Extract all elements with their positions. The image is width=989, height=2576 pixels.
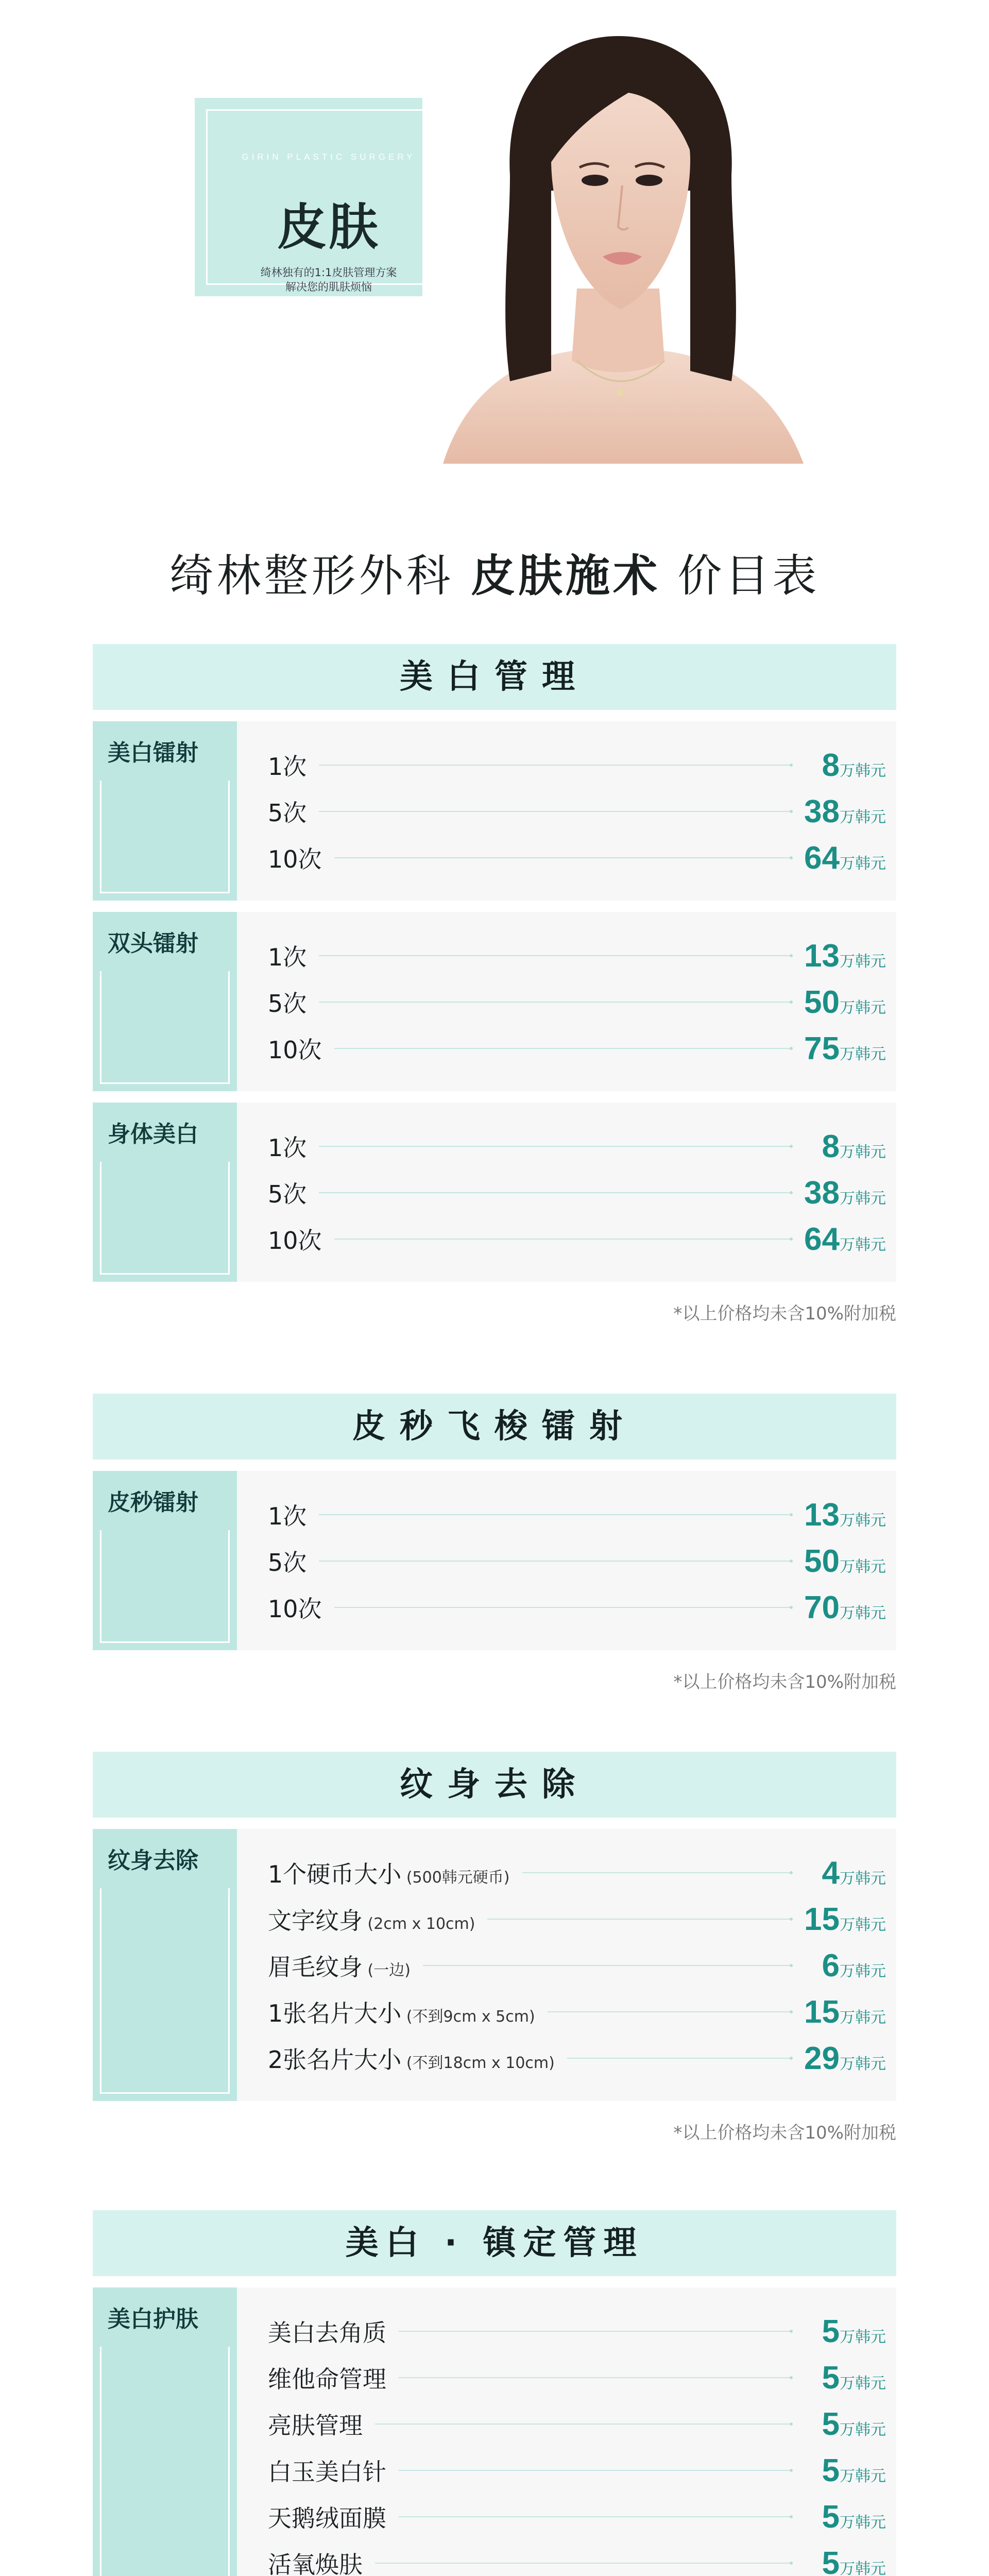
leader-line: [334, 1239, 791, 1240]
item-name-text: 1次: [268, 1134, 307, 1162]
item-name-text: 1次: [268, 943, 307, 971]
price-row: [237, 1850, 896, 1896]
item-name-text: 美白去角质: [268, 2319, 386, 2347]
item-note: (500韩元硬币): [401, 1869, 510, 1887]
item-price: [798, 1947, 886, 1984]
item-name-text: 2张名片大小: [268, 2046, 402, 2074]
price-value: 5: [822, 2545, 840, 2576]
price-value: 64: [804, 1221, 840, 1257]
price-group: [93, 912, 896, 1091]
price-value: 5: [822, 2452, 840, 2488]
item-price: [798, 1030, 886, 1067]
price-unit: 万韩元: [840, 2513, 886, 2532]
item-name: [268, 2546, 363, 2576]
category-label: 双头镭射: [94, 913, 235, 971]
price-row: [237, 1989, 896, 2035]
category-label: 皮秒镭射: [94, 1472, 235, 1530]
leader-line: [399, 2331, 791, 2332]
item-price: [798, 2499, 886, 2535]
price-value: 5: [822, 2360, 840, 2396]
page-title-suffix: 价目表: [660, 550, 820, 602]
price-group: [93, 1471, 896, 1650]
leader-line: [399, 2377, 791, 2378]
price-row: [237, 1942, 896, 1989]
price-row: [237, 788, 896, 835]
item-name-text: 1张名片大小: [268, 1999, 402, 2027]
price-section: [93, 2210, 896, 2576]
item-note: (不到9cm x 5cm): [401, 2008, 535, 2026]
section-title: 纹身去除: [93, 1752, 896, 1818]
item-price: [798, 1994, 886, 2030]
leader-line: [319, 765, 791, 766]
item-name-text: 5次: [268, 1549, 307, 1577]
price-value: 70: [804, 1589, 840, 1625]
item-name: [268, 1031, 322, 1065]
item-price: [798, 1901, 886, 1938]
page-title-bold: 皮肤施术: [471, 550, 660, 602]
price-row: [237, 2540, 896, 2576]
price-unit: 万韩元: [840, 2560, 886, 2576]
leader-line: [375, 2424, 791, 2425]
price-unit: 万韩元: [840, 1962, 886, 1980]
price-value: 38: [804, 793, 840, 829]
item-note: (一边): [363, 1961, 411, 1979]
tax-note: *以上价格均未含10%附加税: [673, 2123, 896, 2143]
category-tag: [93, 1829, 237, 2101]
price-section: [93, 1394, 896, 1693]
item-name-text: 10次: [268, 1595, 322, 1623]
price-row: [237, 1216, 896, 1262]
item-name-text: 10次: [268, 1227, 322, 1255]
item-price: [798, 2313, 886, 2350]
item-note: (不到18cm x 10cm): [401, 2054, 555, 2072]
category-tag: [93, 721, 237, 901]
item-name: [268, 794, 306, 828]
price-unit: 万韩元: [840, 2008, 886, 2027]
item-name: [268, 2361, 386, 2395]
price-unit: 万韩元: [840, 2467, 886, 2485]
category-tag-frame: [100, 1478, 230, 1643]
price-unit: 万韩元: [840, 998, 886, 1017]
category-tag: [93, 1471, 237, 1650]
price-row: [237, 2401, 896, 2447]
portrait-photo: [422, 21, 814, 464]
item-name-text: 维他命管理: [268, 2365, 386, 2393]
price-row: [237, 1538, 896, 1584]
item-name: [268, 2500, 386, 2534]
section-title: 美白管理: [93, 644, 896, 710]
item-price: [798, 2406, 886, 2443]
price-value: 5: [822, 2499, 840, 2535]
item-name: [268, 1498, 306, 1532]
price-row: [237, 2308, 896, 2354]
leader-line: [423, 1965, 791, 1966]
price-items: [237, 721, 896, 901]
price-unit: 万韩元: [840, 1189, 886, 1208]
price-row: [237, 2035, 896, 2081]
price-row: [237, 979, 896, 1025]
price-group: [93, 1829, 896, 2101]
price-value: 13: [804, 938, 840, 974]
price-row: [237, 1170, 896, 1216]
hero-header: [0, 0, 989, 464]
price-unit: 万韩元: [840, 2328, 886, 2346]
price-unit: 万韩元: [840, 854, 886, 873]
price-row: [237, 1025, 896, 1072]
item-price: [798, 840, 886, 876]
item-name: [268, 985, 306, 1019]
price-items: [237, 2287, 896, 2576]
item-name-text: 5次: [268, 1180, 307, 1208]
item-name-text: 1个硬币大小: [268, 1860, 402, 1888]
price-row: [237, 742, 896, 788]
hero-card-frame: [206, 109, 451, 293]
price-items: [237, 1103, 896, 1282]
leader-line: [319, 955, 791, 956]
price-unit: 万韩元: [840, 1143, 886, 1161]
price-unit: 万韩元: [840, 1511, 886, 1530]
price-group: [93, 1103, 896, 1282]
item-note: (2cm x 10cm): [363, 1915, 475, 1933]
price-unit: 万韩元: [840, 1235, 886, 1254]
price-value: 29: [804, 2040, 840, 2076]
price-unit: 万韩元: [840, 1604, 886, 1622]
price-unit: 万韩元: [840, 1869, 886, 1888]
price-value: 64: [804, 840, 840, 876]
price-value: 15: [804, 1901, 840, 1937]
price-unit: 万韩元: [840, 2055, 886, 2073]
price-value: 13: [804, 1497, 840, 1533]
item-name: [268, 2407, 363, 2441]
leader-line: [319, 1514, 791, 1515]
item-name: [268, 1544, 306, 1578]
leader-line: [319, 811, 791, 812]
item-name-text: 白玉美白针: [268, 2458, 386, 2486]
price-value: 6: [822, 1947, 840, 1984]
item-name-text: 10次: [268, 1036, 322, 1064]
price-section: [93, 1752, 896, 2144]
price-row: [237, 2447, 896, 2494]
section-title: 皮秒飞梭镭射: [93, 1394, 896, 1460]
item-price: [798, 1497, 886, 1533]
item-name: [268, 1590, 322, 1624]
item-price: [798, 984, 886, 1021]
price-value: 8: [822, 747, 840, 783]
item-name: [268, 2041, 555, 2075]
price-unit: 万韩元: [840, 1557, 886, 1576]
price-unit: 万韩元: [840, 2374, 886, 2393]
price-row: [237, 933, 896, 979]
item-price: [798, 1589, 886, 1626]
hero-subtitle-line2: 解决您的肌肤烦恼: [285, 281, 372, 293]
price-value: 8: [822, 1128, 840, 1164]
item-price: [798, 2360, 886, 2396]
leader-line: [319, 1192, 791, 1193]
tax-note: *以上价格均未含10%附加税: [673, 1303, 896, 1324]
item-price: [798, 793, 886, 830]
price-row: [237, 2494, 896, 2540]
leader-line: [319, 1002, 791, 1003]
price-row: [237, 1123, 896, 1170]
item-price: [798, 1221, 886, 1258]
price-unit: 万韩元: [840, 808, 886, 826]
item-name-text: 文字纹身: [268, 1907, 363, 1935]
item-name-text: 5次: [268, 990, 307, 1018]
item-name: [268, 1222, 322, 1256]
item-name-text: 活氧焕肤: [268, 2551, 363, 2576]
price-row: [237, 1584, 896, 1631]
price-value: 38: [804, 1175, 840, 1211]
item-price: [798, 2545, 886, 2576]
leader-line: [567, 2058, 791, 2059]
leader-line: [399, 2516, 791, 2517]
leader-line: [334, 1048, 791, 1049]
price-group: [93, 2287, 896, 2576]
leader-line: [487, 1919, 791, 1920]
item-name: [268, 1856, 510, 1890]
price-row: [237, 2354, 896, 2401]
price-value: 50: [804, 1543, 840, 1579]
leader-line: [319, 1561, 791, 1562]
category-label: 美白镭射: [94, 723, 235, 781]
price-row: [237, 835, 896, 881]
item-name-text: 亮肤管理: [268, 2412, 363, 2439]
tax-note: *以上价格均未含10%附加税: [673, 1672, 896, 1692]
item-price: [798, 1175, 886, 1211]
item-price: [798, 2452, 886, 2489]
hero-subtitle-line1: 绮林独有的1:1皮肤管理方案: [260, 266, 397, 279]
item-price: [798, 2040, 886, 2077]
hero-title: 皮肤: [277, 198, 380, 256]
item-name: [268, 1129, 306, 1163]
item-name-text: 10次: [268, 845, 322, 873]
price-unit: 万韩元: [840, 1045, 886, 1063]
price-items: [237, 912, 896, 1091]
brand-english: GIRIN PLASTIC SURGERY: [242, 152, 416, 162]
category-label: 纹身去除: [94, 1831, 235, 1888]
price-value: 5: [822, 2313, 840, 2349]
category-label: 美白护肤: [94, 2289, 235, 2347]
price-value: 75: [804, 1030, 840, 1066]
item-name-text: 1次: [268, 753, 307, 781]
item-price: [798, 1543, 886, 1580]
item-name: [268, 748, 306, 782]
item-name-text: 5次: [268, 799, 307, 827]
price-items: [237, 1471, 896, 1650]
price-value: 50: [804, 984, 840, 1020]
price-items: [237, 1829, 896, 2101]
category-tag-frame: [100, 728, 230, 893]
item-name: [268, 2453, 386, 2487]
section-title: 美白 · 镇定管理: [93, 2210, 896, 2276]
hero-subtitle: [208, 265, 450, 294]
item-price: [798, 938, 886, 974]
price-unit: 万韩元: [840, 761, 886, 780]
leader-line: [334, 1607, 791, 1608]
leader-line: [399, 2470, 791, 2471]
category-tag-frame: [100, 2295, 230, 2576]
item-name: [268, 2314, 386, 2348]
page-title-normal: 绮林整形外科: [169, 550, 471, 602]
category-tag: [93, 2287, 237, 2576]
price-row: [237, 1896, 896, 1942]
item-name: [268, 1995, 535, 2029]
category-tag-frame: [100, 1836, 230, 2094]
category-tag-frame: [100, 919, 230, 1084]
item-name: [268, 1948, 411, 1982]
item-name: [268, 1902, 475, 1936]
price-value: 4: [822, 1855, 840, 1891]
item-price: [798, 747, 886, 784]
item-name: [268, 841, 322, 875]
leader-line: [334, 857, 791, 858]
price-unit: 万韩元: [840, 952, 886, 971]
price-unit: 万韩元: [840, 2420, 886, 2439]
leader-line: [548, 2011, 791, 2012]
price-group: [93, 721, 896, 901]
item-price: [798, 1855, 886, 1891]
portrait-illustration-icon: [422, 21, 814, 464]
price-value: 15: [804, 1994, 840, 2030]
item-name: [268, 939, 306, 973]
item-name-text: 眉毛纹身: [268, 1953, 363, 1981]
category-tag: [93, 912, 237, 1091]
price-unit: 万韩元: [840, 1916, 886, 1934]
leader-line: [319, 1146, 791, 1147]
price-section: [93, 644, 896, 1325]
category-label: 身体美白: [94, 1104, 235, 1162]
page-title: [0, 540, 989, 604]
item-name-text: 1次: [268, 1502, 307, 1530]
item-price: [798, 1128, 886, 1165]
price-value: 5: [822, 2406, 840, 2442]
item-name-text: 天鹅绒面膜: [268, 2504, 386, 2532]
leader-line: [522, 1872, 792, 1873]
category-tag: [93, 1103, 237, 1282]
price-row: [237, 1492, 896, 1538]
leader-line: [375, 2563, 791, 2564]
category-tag-frame: [100, 1110, 230, 1275]
item-name: [268, 1176, 306, 1210]
